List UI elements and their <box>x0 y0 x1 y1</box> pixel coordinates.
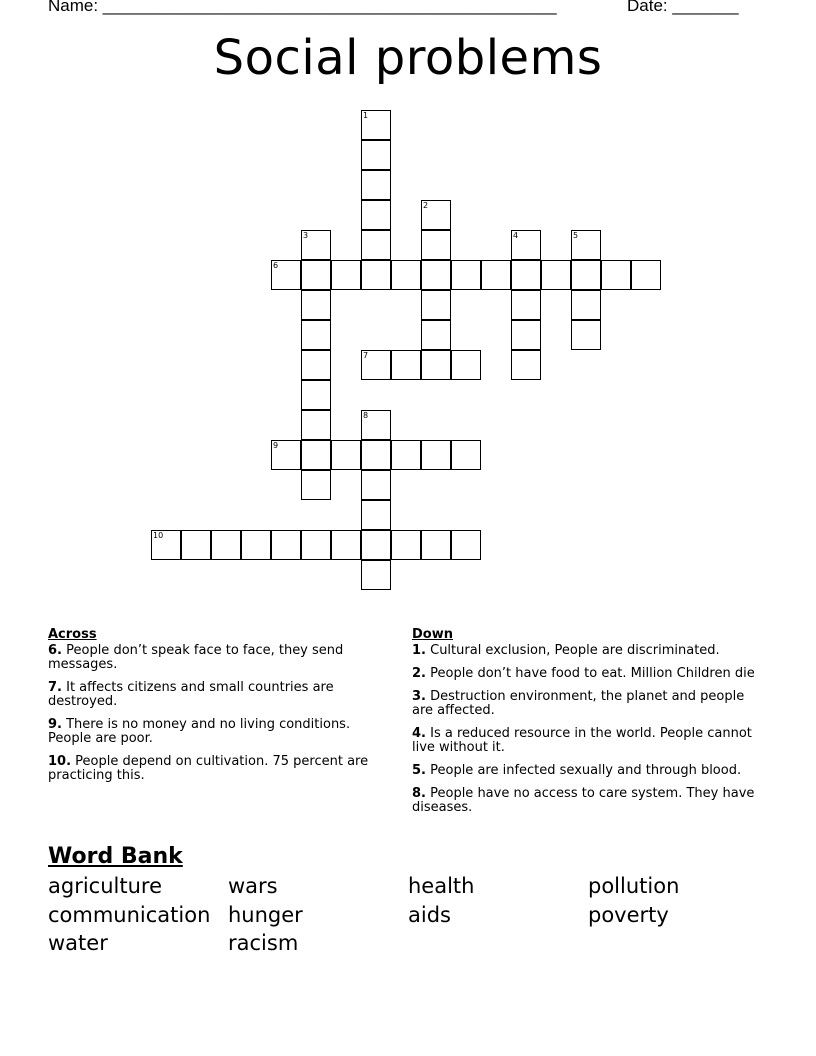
grid-cell[interactable] <box>361 140 391 170</box>
clue-number: 8. <box>412 786 426 801</box>
grid-cell[interactable] <box>331 440 361 470</box>
word-bank-word: pollution <box>588 874 680 898</box>
down-clues <box>412 628 757 824</box>
grid-cell[interactable] <box>511 320 541 350</box>
down-clue <box>412 764 757 778</box>
word-bank-word: aids <box>408 903 451 927</box>
grid-cell[interactable] <box>541 260 571 290</box>
clue-number: 5. <box>412 763 426 778</box>
grid-cell[interactable] <box>391 350 421 380</box>
grid-cell[interactable] <box>571 230 601 260</box>
grid-cell[interactable] <box>421 260 451 290</box>
clue-number-label: 6 <box>273 261 279 270</box>
grid-cell[interactable] <box>331 260 361 290</box>
date-field-label: Date: _______ <box>627 0 739 15</box>
grid-cell[interactable] <box>361 350 391 380</box>
grid-cell[interactable] <box>301 380 331 410</box>
clue-text: Destruction environment, the planet and people are affected. <box>412 689 745 718</box>
down-clue <box>412 690 757 718</box>
grid-cell[interactable] <box>301 350 331 380</box>
clue-number-label: 1 <box>363 111 369 120</box>
down-clue <box>412 727 757 755</box>
grid-cell[interactable] <box>361 410 391 440</box>
grid-cell[interactable] <box>511 260 541 290</box>
across-clue <box>48 718 388 746</box>
grid-cell[interactable] <box>391 530 421 560</box>
grid-cell[interactable] <box>391 260 421 290</box>
across-heading: Across <box>48 627 97 642</box>
grid-cell[interactable] <box>361 260 391 290</box>
clue-number-label: 7 <box>363 351 369 360</box>
down-clue <box>412 787 757 815</box>
grid-cell[interactable] <box>361 110 391 140</box>
grid-cell[interactable] <box>301 530 331 560</box>
grid-cell[interactable] <box>421 530 451 560</box>
clue-number-label: 4 <box>513 231 519 240</box>
name-field-label: Name: ________________________________________________ <box>48 0 557 15</box>
clue-number-label: 9 <box>273 441 279 450</box>
grid-cell[interactable] <box>361 530 391 560</box>
word-bank-word: agriculture <box>48 874 162 898</box>
across-clue <box>48 755 388 783</box>
grid-cell[interactable] <box>361 170 391 200</box>
grid-cell[interactable] <box>361 200 391 230</box>
grid-cell[interactable] <box>451 530 481 560</box>
grid-cell[interactable] <box>421 320 451 350</box>
grid-cell[interactable] <box>511 350 541 380</box>
grid-cell[interactable] <box>301 470 331 500</box>
grid-cell[interactable] <box>271 440 301 470</box>
clue-number: 3. <box>412 689 426 704</box>
clue-number: 9. <box>48 717 62 732</box>
grid-cell[interactable] <box>301 440 331 470</box>
down-heading: Down <box>412 627 453 642</box>
clue-text: People depend on cultivation. 75 percent are practicing this. <box>48 754 369 783</box>
grid-cell[interactable] <box>301 260 331 290</box>
across-clues <box>48 628 388 792</box>
word-bank-heading: Word Bank <box>48 844 183 869</box>
clue-number-label: 5 <box>573 231 579 240</box>
grid-cell[interactable] <box>511 230 541 260</box>
grid-cell[interactable] <box>361 500 391 530</box>
clue-number: 2. <box>412 666 426 681</box>
clue-number-label: 3 <box>303 231 309 240</box>
clue-text: People have no access to care system. They have diseases. <box>412 786 755 815</box>
across-clue <box>48 681 388 709</box>
grid-cell[interactable] <box>511 290 541 320</box>
grid-cell[interactable] <box>211 530 241 560</box>
grid-cell[interactable] <box>451 350 481 380</box>
grid-cell[interactable] <box>301 290 331 320</box>
grid-cell[interactable] <box>361 440 391 470</box>
page-title: Social problems <box>213 30 603 86</box>
word-bank-word: water <box>48 931 108 955</box>
across-clue <box>48 644 388 672</box>
grid-cell[interactable] <box>631 260 661 290</box>
grid-cell[interactable] <box>481 260 511 290</box>
grid-cell[interactable] <box>451 440 481 470</box>
word-bank-word: communication <box>48 903 211 927</box>
down-clue <box>412 644 757 658</box>
clue-text: There is no money and no living conditions. People are poor. <box>48 717 351 746</box>
grid-cell[interactable] <box>391 440 421 470</box>
grid-cell[interactable] <box>571 290 601 320</box>
clue-text: People are infected sexually and through blood. <box>425 763 742 778</box>
word-bank-word: poverty <box>588 903 669 927</box>
grid-cell[interactable] <box>361 560 391 590</box>
clue-number: 1. <box>412 643 426 658</box>
clue-text: People don’t have food to eat. Million Children die <box>425 666 755 681</box>
grid-cell[interactable] <box>421 290 451 320</box>
grid-cell[interactable] <box>421 440 451 470</box>
grid-cell[interactable] <box>571 260 601 290</box>
grid-cell[interactable] <box>421 200 451 230</box>
clue-number: 7. <box>48 680 62 695</box>
grid-cell[interactable] <box>301 230 331 260</box>
grid-cell[interactable] <box>301 410 331 440</box>
word-bank-word: wars <box>228 874 278 898</box>
down-clue <box>412 667 757 681</box>
clue-text: Cultural exclusion, People are discriminated. <box>425 643 720 658</box>
clue-number: 6. <box>48 643 62 658</box>
clue-number-label: 2 <box>423 201 429 210</box>
grid-cell[interactable] <box>421 350 451 380</box>
grid-cell[interactable] <box>361 230 391 260</box>
word-bank-word: health <box>408 874 475 898</box>
grid-cell[interactable] <box>151 530 181 560</box>
clue-text: It affects citizens and small countries are destroyed. <box>48 680 334 709</box>
clue-number-label: 8 <box>363 411 369 420</box>
grid-cell[interactable] <box>241 530 271 560</box>
clue-text: People don’t speak face to face, they send messages. <box>48 643 344 672</box>
clue-text: Is a reduced resource in the world. People cannot live without it. <box>412 726 752 755</box>
grid-cell[interactable] <box>301 320 331 350</box>
clue-number-label: 10 <box>153 531 164 540</box>
word-bank-word: racism <box>228 931 299 955</box>
grid-cell[interactable] <box>271 530 301 560</box>
grid-cell[interactable] <box>451 260 481 290</box>
clue-number: 10. <box>48 754 72 769</box>
word-bank-word: hunger <box>228 903 303 927</box>
clue-number: 4. <box>412 726 426 741</box>
grid-cell[interactable] <box>421 230 451 260</box>
grid-cell[interactable] <box>571 320 601 350</box>
grid-cell[interactable] <box>181 530 211 560</box>
grid-cell[interactable] <box>331 530 361 560</box>
grid-cell[interactable] <box>601 260 631 290</box>
grid-cell[interactable] <box>271 260 301 290</box>
grid-cell[interactable] <box>361 470 391 500</box>
